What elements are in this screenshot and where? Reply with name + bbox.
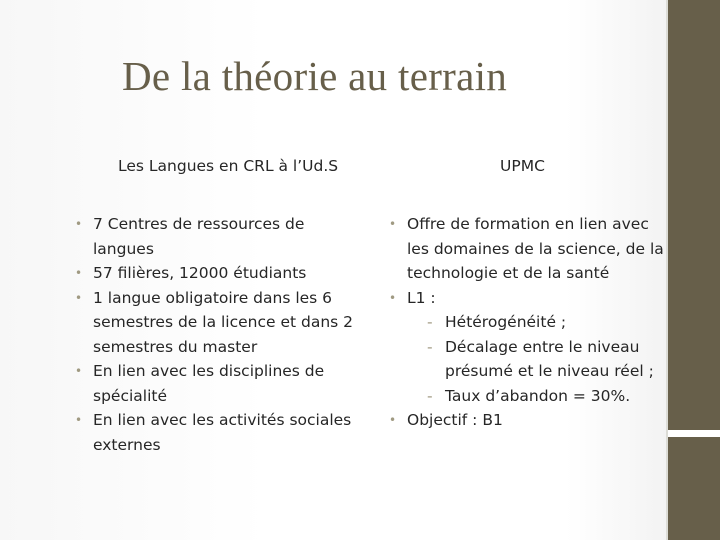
slide-title: De la théorie au terrain xyxy=(122,53,508,99)
bullet-icon: • xyxy=(389,290,397,305)
sub-list-item xyxy=(407,310,664,335)
bullet-text: En lien avec les activités sociales externes xyxy=(93,411,352,454)
bullet-text: En lien avec les disciplines de spécialité xyxy=(93,362,325,405)
sub-bullet-list xyxy=(407,310,664,408)
list-item xyxy=(389,408,664,433)
sub-bullet-text: Taux d’abandon = 30%. xyxy=(445,386,631,405)
right-bullet-list xyxy=(389,212,664,433)
list-item xyxy=(75,286,365,360)
bullet-text: 7 Centres de ressources de langues xyxy=(93,215,305,258)
bullet-text: Objectif : B1 xyxy=(407,411,503,429)
bullet-text: 57 filières, 12000 étudiants xyxy=(93,264,307,282)
bullet-icon: • xyxy=(75,364,83,378)
list-item xyxy=(389,212,664,286)
bullet-text: Offre de formation en lien avec les domaines de la science, de la technologie et de la santé xyxy=(407,215,664,282)
accent-bar-bottom xyxy=(668,437,720,540)
dash-icon: - xyxy=(427,313,433,331)
sub-list-item xyxy=(407,384,664,409)
bullet-icon: • xyxy=(75,413,83,427)
left-bullet-list xyxy=(75,212,365,457)
right-column-heading: UPMC xyxy=(500,157,545,175)
sub-bullet-text: Décalage entre le niveau présumé et le niveau réel ; xyxy=(445,337,654,380)
bullet-icon: • xyxy=(75,290,83,305)
list-item xyxy=(389,286,664,409)
dash-icon: - xyxy=(427,386,433,405)
dash-icon: - xyxy=(427,337,433,356)
bullet-text: L1 : xyxy=(407,288,436,307)
bullet-icon: • xyxy=(75,266,83,280)
bullet-icon: • xyxy=(75,217,83,231)
sub-bullet-text: Hétérogénéité ; xyxy=(445,313,567,331)
list-item xyxy=(75,261,365,286)
bullet-text: 1 langue obligatoire dans les 6 semestres de la licence et dans 2 semestres du master xyxy=(93,288,354,356)
sub-list-item xyxy=(407,335,664,384)
list-item xyxy=(75,212,365,261)
bullet-icon: • xyxy=(389,217,397,231)
list-item xyxy=(75,359,365,408)
accent-bar-top xyxy=(668,0,720,430)
bullet-icon: • xyxy=(389,413,397,427)
left-column-heading: Les Langues en CRL à l’Ud.S xyxy=(118,157,339,175)
list-item xyxy=(75,408,365,457)
